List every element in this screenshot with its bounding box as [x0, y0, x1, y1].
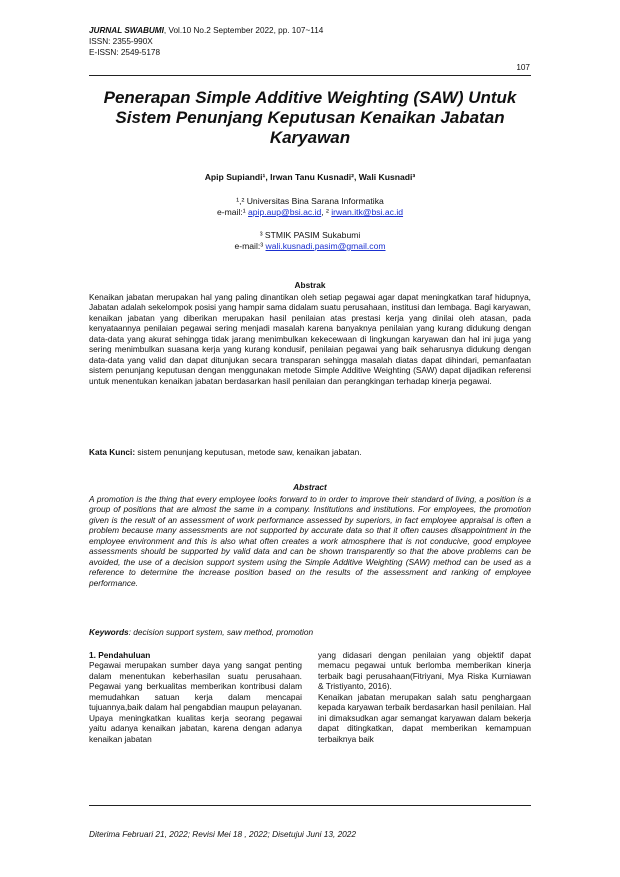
affiliation-1-name: ¹,² Universitas Bina Sarana Informatika [236, 196, 384, 206]
email-prefix: e-mail:¹ [216, 207, 248, 217]
authors: Apip Supiandi¹, Irwan Tanu Kusnadi², Wali Kusnadi³ [204, 172, 416, 182]
abstrak-text: Kenaikan jabatan merupakan hal yang paling dinantikan oleh setiap pegawai agar dapat meningkatkan taraf hidupnya, Jabatan adalah sekelompok posisi yang hampir sama didalam suatu perusahaan, institusi dan lembaga. Bagi karyawan, kenaikan jabatan yang diberikan merupakan hasil penilaian atas prestasi kerja yang dinilai oleh atasan, pada kenyataannya penilaian pegawai sering menjadi masalah karena banyaknya penilaian yang kurang didukung dengan data-data yang akurat sehingga tidak jarang menimbulkan kekecewaan di lingkungan karyawan dan hal ini juga yang sering menimbulkan suasana kerja yang kurang kondusif, penilaian pegawai yang baik seharusnya didukung dengan data-data yang valid dan dapat ditunjukan secara transparan sehingga masalah diatas dapat dihindari, pemanfaatan sistem penunjang keputusan dengan menggunakan metode Simple Additive Weighting (SAW) dapat dijadikan referensi untuk menentukan kenaikan jabatan berdasarkan hasil penilaian dan perangkingan terhadap kinerja pegawai. [89, 292, 531, 386]
title-line-1: Penerapan Simple Additive Weighting (SAW) Untuk [103, 88, 517, 107]
kata-kunci-text: sistem penunjang keputusan, metode saw, kenaikan jabatan. [135, 447, 362, 457]
right-column [318, 650, 531, 744]
footer-dates: Diterima Februari 21, 2022; Revisi Mei 18 , 2022; Disetujui Juni 13, 2022 [89, 829, 357, 839]
affiliation-2-name: ³ STMIK PASIM Sukabumi [259, 230, 361, 240]
right-column-text-2: Kenaikan jabatan merupakan salah satu penghargaan kepada karyawan terbaik berdasarkan hasil penilaian. Hal ini dimaksudkan agar semangat karyawan dalam bekerja dapat ditingkatkan, dapat memberikan kemampuan terbaiknya baik [318, 691, 531, 744]
section-1-heading: 1. Pendahuluan [89, 650, 151, 660]
issn: ISSN: 2355-990X [89, 37, 153, 46]
left-column-text: Pegawai merupakan sumber daya yang sangat penting dalam menentukan keberhasilan suatu perusahaan. Pegawai yang berkualitas memberikan kontribusi dalam memudahkan satuan kerja dalam mencapai tujuannya,baik dalam hal pengabdian maupun pelayanan. Upaya meningkatkan kualitas kerja seorang pegawai yaitu adanya kenaikan jabatan, karena dengan adanya kenaikan jabatan [89, 660, 302, 744]
journal-name: JURNAL SWABUMI [89, 26, 164, 35]
affiliation-1 [89, 196, 531, 218]
journal-volume: , Vol.10 No.2 September 2022, pp. 107~114 [163, 26, 324, 35]
email-prefix: e-mail:³ [234, 241, 266, 251]
affiliation-2 [89, 230, 531, 252]
right-column-text-1: yang didasari dengan penilaian yang objektif dapat memacu pegawai untuk berlomba memberikan kinerja terbaik bagi perusahaan(Fitriyani, Mya Riska Kurniawan & Tristiyanto, 2016). [318, 650, 531, 692]
abstrak-heading: Abstrak [294, 280, 326, 290]
keywords-label: Keywords [89, 627, 129, 637]
kata-kunci-label: Kata Kunci: [89, 447, 136, 457]
journal-header [89, 25, 529, 58]
abstract-heading: Abstract [293, 482, 327, 492]
keywords-text: : decision support system, saw method, promotion [128, 627, 314, 637]
affiliation-1-emails [89, 207, 531, 218]
page-number: 107 [516, 63, 530, 72]
kata-kunci [89, 447, 531, 457]
email-link-2[interactable]: irwan.itk@bsi.ac.id [331, 207, 404, 217]
keywords [89, 627, 531, 637]
eissn: E-ISSN: 2549-5178 [89, 48, 161, 57]
left-column [89, 650, 302, 744]
footer-rule [89, 805, 531, 806]
affiliation-2-emails [89, 241, 531, 252]
email-separator: , ² [321, 207, 332, 217]
header-rule [89, 75, 531, 76]
title-line-3: Karyawan [269, 128, 351, 147]
paper-title [89, 88, 531, 148]
abstract-text: A promotion is the thing that every employee looks forward to in order to improve their standard of living, a position is a group of positions that are almost the same in a company. Institutions and institutions. For employees, the promotion given is the result of an assessment of work performance assessed by superiors, in fact employee appraisal is often a problem because many assessments are not supported by accurate data so that it often causes disappointment in the employee environment and this is also what often creates a work atmosphere that is not conducive, good employee assessments should be supported by valid data and can be shown transparently so that the above problems can be avoided, the use of a decision support system using the Simple Additive Weighting (SAW) method can be used as a reference to determine the increase position based on the results of the assessment and ranking of employee performance. [89, 494, 531, 588]
email-link-1[interactable]: apip.aup@bsi.ac.id [248, 207, 322, 217]
email-link-3[interactable]: wali.kusnadi.pasim@gmail.com [265, 241, 386, 251]
title-line-2: Sistem Penunjang Keputusan Kenaikan Jabatan [115, 108, 505, 127]
